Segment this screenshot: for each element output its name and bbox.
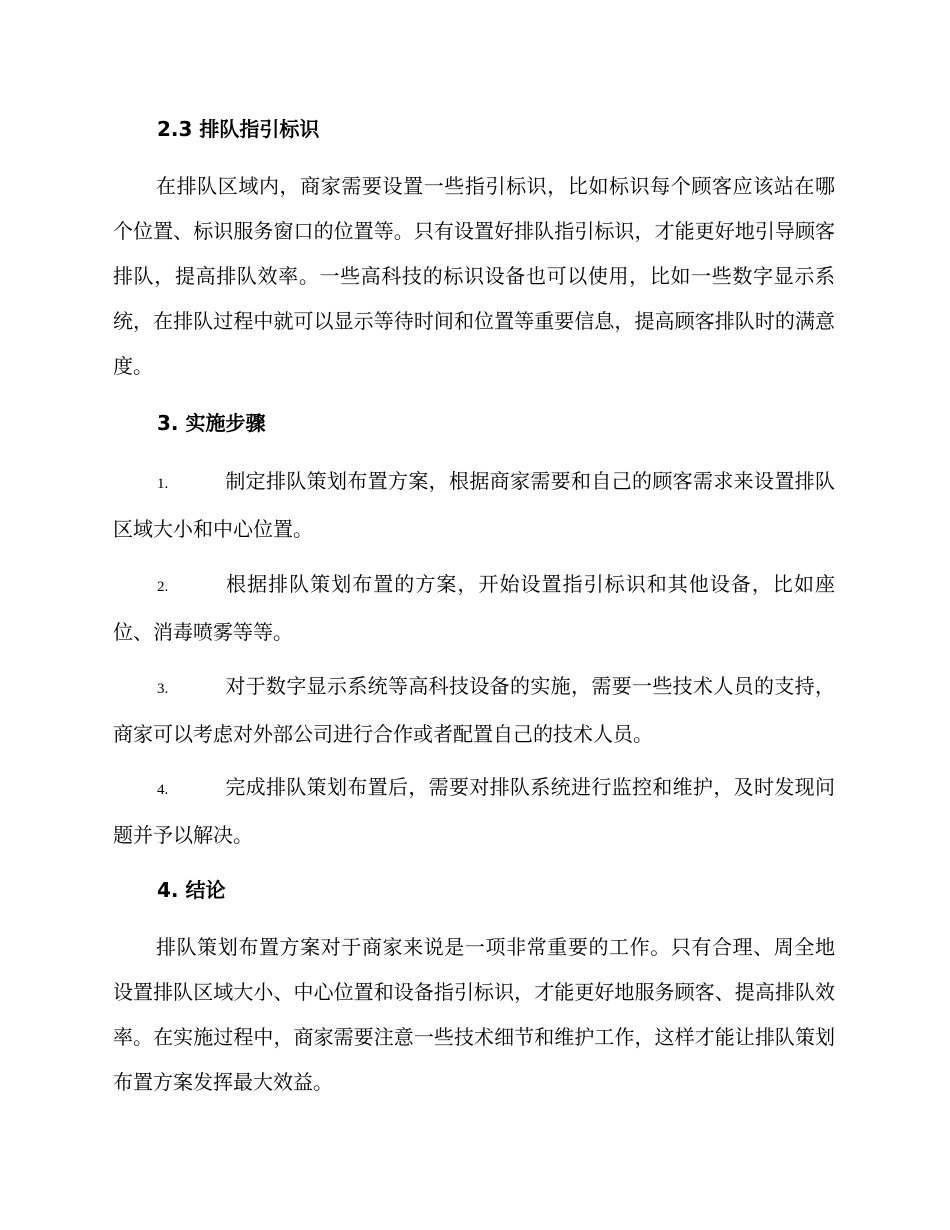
step-text: 根据排队策划布置的方案，开始设置指引标识和其他设备，比如座位、消毒喷雾等等。: [113, 572, 835, 644]
step-number: 4.: [157, 782, 169, 798]
step-text: 对于数字显示系统等高科技设备的实施，需要一些技术人员的支持，商家可以考虑对外部公司进行合作或者配置自己的技术人员。: [113, 674, 835, 746]
step-item-1: [113, 459, 835, 552]
step-item-4: [113, 765, 835, 858]
section-4-paragraph: 排队策划布置方案对于商家来说是一项非常重要的工作。只有合理、周全地设置排队区域大小、中心位置和设备指引标识，才能更好地服务顾客、提高排队效率。在实施过程中，商家需要注意一些技术细节和维护工作，这样才能让排队策划布置方案发挥最大效益。: [113, 935, 835, 1094]
step-text: 完成排队策划布置后，需要对排队系统进行监控和维护，及时发现问题并予以解决。: [113, 775, 835, 847]
step-number: 1.: [157, 476, 169, 492]
step-text: 制定排队策划布置方案，根据商家需要和自己的顾客需求来设置排队区域大小和中心位置。: [113, 469, 835, 541]
step-number: 2.: [157, 579, 169, 595]
section-heading-3: 3. 实施步骤: [157, 411, 266, 435]
step-item-3: [113, 664, 835, 757]
section-heading-4: 4. 结论: [157, 878, 226, 902]
step-number: 3.: [157, 681, 169, 697]
section-2-3-paragraph: 在排队区域内，商家需要设置一些指引标识，比如标识每个顾客应该站在哪个位置、标识服务窗口的位置等。只有设置好排队指引标识，才能更好地引导顾客排队，提高排队效率。一些高科技的标识设备也可以使用，比如一些数字显示系统，在排队过程中就可以显示等待时间和位置等重要信息，提高顾客排队时的满意度。: [113, 174, 835, 378]
step-item-2: [113, 562, 835, 655]
section-heading-2-3: 2.3 排队指引标识: [157, 117, 320, 141]
